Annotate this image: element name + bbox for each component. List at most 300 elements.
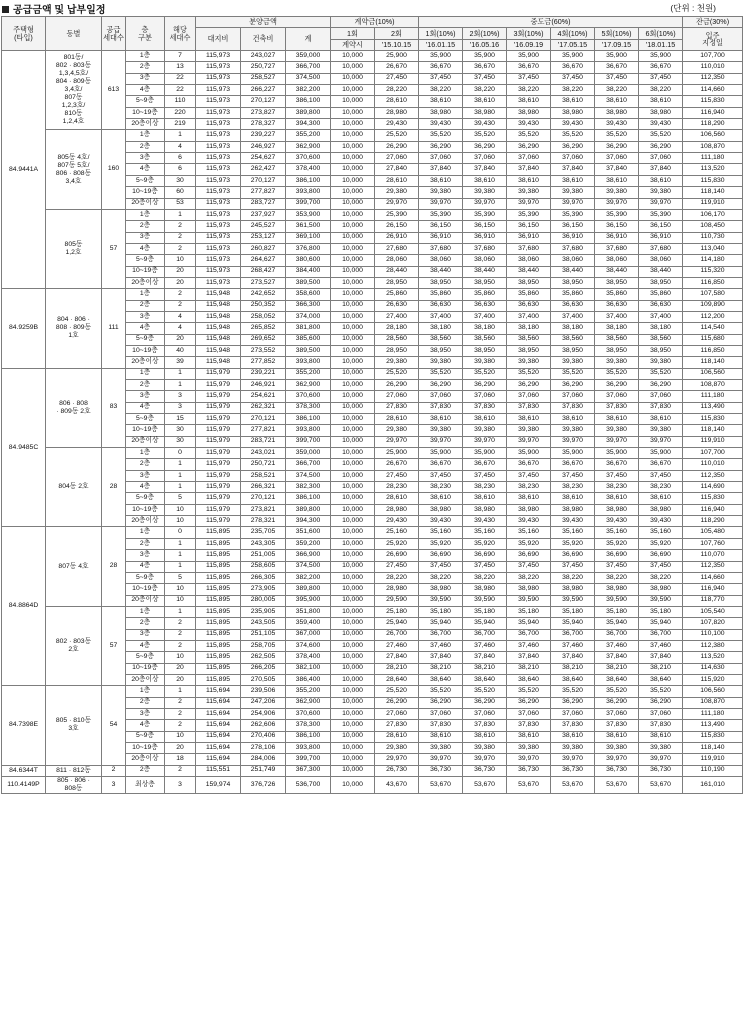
deposit2-cell: 26,290	[375, 141, 419, 152]
mid3-cell: 36,690	[507, 550, 551, 561]
total-price-cell: 370,600	[286, 391, 331, 402]
mid4-cell: 35,900	[551, 448, 595, 459]
mid6-cell: 36,700	[639, 629, 683, 640]
applicable-units-cell: 2	[165, 629, 196, 640]
mid4-cell: 38,230	[551, 482, 595, 493]
applicable-units-cell: 10	[165, 255, 196, 266]
mid4-cell: 39,380	[551, 425, 595, 436]
mid4-cell: 35,900	[551, 51, 595, 62]
mid3-cell: 35,520	[507, 686, 551, 697]
table-row	[2, 368, 743, 379]
total-price-cell: 394,300	[286, 516, 331, 527]
mid3-cell: 38,230	[507, 482, 551, 493]
land-price-cell: 115,973	[196, 198, 241, 209]
mid5-cell: 36,730	[595, 765, 639, 776]
total-price-cell: 389,500	[286, 277, 331, 288]
building-price-cell: 258,605	[241, 561, 286, 572]
supply-units-cell: 111	[102, 289, 126, 368]
applicable-units-cell: 2	[165, 697, 196, 708]
total-price-cell: 374,000	[286, 311, 331, 322]
deposit2-cell: 25,520	[375, 130, 419, 141]
mid6-cell: 38,230	[639, 482, 683, 493]
mid4-cell: 38,980	[551, 107, 595, 118]
deposit2-cell: 28,220	[375, 85, 419, 96]
floor-cell: 2층	[126, 380, 165, 391]
mid6-cell: 38,180	[639, 323, 683, 334]
mid4-cell: 35,520	[551, 686, 595, 697]
mid5-cell: 35,520	[595, 130, 639, 141]
mid5-cell: 38,440	[595, 266, 639, 277]
mid5-cell: 35,390	[595, 209, 639, 220]
mid4-cell: 35,180	[551, 606, 595, 617]
mid4-cell: 38,210	[551, 663, 595, 674]
mid1-cell: 37,460	[419, 640, 463, 651]
balance-cell: 118,140	[683, 357, 743, 368]
land-price-cell: 115,895	[196, 618, 241, 629]
floor-cell: 4층	[126, 323, 165, 334]
deposit1-cell: 10,000	[331, 51, 375, 62]
mid4-cell: 39,380	[551, 357, 595, 368]
header-land: 대지비	[196, 28, 241, 51]
applicable-units-cell: 220	[165, 107, 196, 118]
supply-units-cell: 57	[102, 606, 126, 685]
balance-cell: 118,770	[683, 595, 743, 606]
balance-cell: 113,490	[683, 720, 743, 731]
mid1-cell: 38,950	[419, 277, 463, 288]
total-price-cell: 393,800	[286, 743, 331, 754]
deposit1-cell: 10,000	[331, 595, 375, 606]
mid4-cell: 39,970	[551, 436, 595, 447]
table-row	[2, 289, 743, 300]
mid6-cell: 37,830	[639, 402, 683, 413]
deposit2-cell: 29,380	[375, 743, 419, 754]
balance-cell: 113,520	[683, 652, 743, 663]
deposit1-cell: 10,000	[331, 141, 375, 152]
mid2-cell: 38,980	[463, 107, 507, 118]
header-mid3: 3회(10%)	[507, 28, 551, 39]
mid4-cell: 38,180	[551, 323, 595, 334]
mid6-cell: 36,630	[639, 300, 683, 311]
balance-cell: 105,480	[683, 527, 743, 538]
dong-cell: 811 · 812동	[46, 765, 102, 776]
land-price-cell: 115,979	[196, 482, 241, 493]
mid3-cell: 38,610	[507, 96, 551, 107]
mid1-cell: 36,690	[419, 550, 463, 561]
mid1-cell: 39,970	[419, 754, 463, 765]
mid2-cell: 39,970	[463, 198, 507, 209]
type-cell: 84.8864D	[2, 527, 46, 686]
mid2-cell: 39,380	[463, 743, 507, 754]
total-price-cell: 358,600	[286, 289, 331, 300]
mid3-cell: 37,680	[507, 243, 551, 254]
building-price-cell: 246,927	[241, 141, 286, 152]
deposit2-cell: 43,670	[375, 777, 419, 794]
mid5-cell: 37,060	[595, 153, 639, 164]
type-cell: 84.9441A	[2, 51, 46, 289]
mid6-cell: 35,520	[639, 130, 683, 141]
mid2-cell: 37,830	[463, 720, 507, 731]
balance-cell: 107,580	[683, 289, 743, 300]
section-title-text: 공급금액 및 납부일정	[13, 5, 106, 16]
mid4-cell: 37,450	[551, 561, 595, 572]
building-price-cell: 250,721	[241, 459, 286, 470]
building-price-cell: 270,127	[241, 175, 286, 186]
mid4-cell: 39,430	[551, 119, 595, 130]
square-bullet-icon	[2, 6, 9, 13]
mid6-cell: 37,400	[639, 311, 683, 322]
mid3-cell: 37,060	[507, 153, 551, 164]
floor-cell: 4층	[126, 243, 165, 254]
mid3-cell: 36,730	[507, 765, 551, 776]
mid1-cell: 38,980	[419, 504, 463, 515]
land-price-cell: 115,895	[196, 652, 241, 663]
header-mid1: 1회(10%)	[419, 28, 463, 39]
mid2-cell: 37,840	[463, 652, 507, 663]
type-cell: 84.7398E	[2, 686, 46, 765]
mid3-cell: 37,840	[507, 164, 551, 175]
mid5-cell: 37,060	[595, 708, 639, 719]
deposit1-cell: 10,000	[331, 345, 375, 356]
building-price-cell: 262,505	[241, 652, 286, 663]
building-price-cell: 277,852	[241, 357, 286, 368]
deposit2-cell: 28,180	[375, 323, 419, 334]
building-price-cell: 270,505	[241, 674, 286, 685]
header-mid2: 2회(10%)	[463, 28, 507, 39]
floor-cell: 3층	[126, 311, 165, 322]
mid4-cell: 35,520	[551, 130, 595, 141]
land-price-cell: 115,895	[196, 538, 241, 549]
supply-units-cell: 54	[102, 686, 126, 765]
deposit1-cell: 10,000	[331, 289, 375, 300]
total-price-cell: 374,500	[286, 73, 331, 84]
balance-cell: 112,350	[683, 470, 743, 481]
mid2-cell: 39,970	[463, 754, 507, 765]
mid3-cell: 37,840	[507, 652, 551, 663]
mid5-cell: 38,060	[595, 255, 639, 266]
deposit1-cell: 10,000	[331, 436, 375, 447]
deposit2-cell: 29,970	[375, 754, 419, 765]
mid4-cell: 37,840	[551, 164, 595, 175]
deposit2-cell: 27,460	[375, 640, 419, 651]
applicable-units-cell: 2	[165, 765, 196, 776]
mid2-cell: 38,230	[463, 482, 507, 493]
mid1-cell: 38,610	[419, 175, 463, 186]
deposit1-cell: 10,000	[331, 561, 375, 572]
land-price-cell: 115,895	[196, 674, 241, 685]
mid4-cell: 36,290	[551, 697, 595, 708]
mid4-cell: 37,060	[551, 708, 595, 719]
balance-cell: 118,140	[683, 187, 743, 198]
building-price-cell: 243,027	[241, 51, 286, 62]
total-price-cell: 367,000	[286, 629, 331, 640]
building-price-cell: 266,205	[241, 663, 286, 674]
mid4-cell: 37,400	[551, 311, 595, 322]
applicable-units-cell: 6	[165, 153, 196, 164]
mid5-cell: 39,970	[595, 754, 639, 765]
balance-cell: 116,850	[683, 345, 743, 356]
deposit1-cell: 10,000	[331, 459, 375, 470]
floor-cell: 1층	[126, 368, 165, 379]
mid2-cell: 35,860	[463, 289, 507, 300]
deposit1-cell: 10,000	[331, 187, 375, 198]
price-schedule-table	[1, 16, 743, 794]
deposit1-cell: 10,000	[331, 538, 375, 549]
building-price-cell: 254,906	[241, 708, 286, 719]
deposit2-cell: 28,220	[375, 572, 419, 583]
mid3-cell: 53,670	[507, 777, 551, 794]
applicable-units-cell: 22	[165, 73, 196, 84]
deposit1-cell: 10,000	[331, 73, 375, 84]
mid6-cell: 36,730	[639, 765, 683, 776]
mid5-cell: 38,180	[595, 323, 639, 334]
header-dep2-date: '15.10.15	[375, 39, 419, 50]
applicable-units-cell: 1	[165, 130, 196, 141]
building-price-cell: 253,127	[241, 232, 286, 243]
deposit1-cell: 10,000	[331, 62, 375, 73]
building-price-cell: 269,652	[241, 334, 286, 345]
total-price-cell: 366,700	[286, 459, 331, 470]
land-price-cell: 115,979	[196, 516, 241, 527]
applicable-units-cell: 4	[165, 323, 196, 334]
floor-cell: 1층	[126, 209, 165, 220]
applicable-units-cell: 1	[165, 550, 196, 561]
header-balance-date: 입주 지정일	[683, 28, 743, 51]
mid4-cell: 36,670	[551, 459, 595, 470]
building-price-cell: 245,527	[241, 221, 286, 232]
mid3-cell: 37,060	[507, 391, 551, 402]
land-price-cell: 115,895	[196, 629, 241, 640]
mid6-cell: 35,900	[639, 51, 683, 62]
deposit1-cell: 10,000	[331, 119, 375, 130]
total-price-cell: 386,100	[286, 175, 331, 186]
floor-cell: 4층	[126, 482, 165, 493]
floor-cell: 3층	[126, 550, 165, 561]
total-price-cell: 394,300	[286, 119, 331, 130]
land-price-cell: 115,895	[196, 640, 241, 651]
deposit2-cell: 27,450	[375, 73, 419, 84]
mid1-cell: 35,900	[419, 448, 463, 459]
mid2-cell: 36,730	[463, 765, 507, 776]
land-price-cell: 115,895	[196, 595, 241, 606]
building-price-cell: 280,005	[241, 595, 286, 606]
floor-cell: 2층	[126, 697, 165, 708]
mid6-cell: 37,680	[639, 243, 683, 254]
mid1-cell: 38,210	[419, 663, 463, 674]
mid2-cell: 35,520	[463, 130, 507, 141]
land-price-cell: 115,973	[196, 209, 241, 220]
balance-cell: 115,920	[683, 674, 743, 685]
type-cell: 84.6344T	[2, 765, 46, 776]
mid6-cell: 37,460	[639, 640, 683, 651]
total-price-cell: 369,100	[286, 232, 331, 243]
deposit1-cell: 10,000	[331, 527, 375, 538]
mid5-cell: 38,610	[595, 175, 639, 186]
mid1-cell: 36,150	[419, 221, 463, 232]
floor-cell: 1층	[126, 686, 165, 697]
mid5-cell: 38,610	[595, 96, 639, 107]
mid6-cell: 53,670	[639, 777, 683, 794]
table-row	[2, 527, 743, 538]
land-price-cell: 115,973	[196, 141, 241, 152]
total-price-cell: 536,700	[286, 777, 331, 794]
supply-units-cell: 28	[102, 527, 126, 606]
mid4-cell: 38,980	[551, 504, 595, 515]
total-price-cell: 382,200	[286, 85, 331, 96]
total-price-cell: 374,500	[286, 470, 331, 481]
mid2-cell: 39,590	[463, 595, 507, 606]
mid1-cell: 37,450	[419, 561, 463, 572]
balance-cell: 107,700	[683, 51, 743, 62]
land-price-cell: 115,948	[196, 334, 241, 345]
dong-cell: 804동 2호	[46, 448, 102, 527]
mid5-cell: 39,380	[595, 187, 639, 198]
mid5-cell: 37,830	[595, 720, 639, 731]
deposit1-cell: 10,000	[331, 277, 375, 288]
building-price-cell: 243,505	[241, 618, 286, 629]
balance-cell: 119,910	[683, 436, 743, 447]
land-price-cell: 115,895	[196, 572, 241, 583]
land-price-cell: 115,979	[196, 470, 241, 481]
building-price-cell: 251,749	[241, 765, 286, 776]
deposit2-cell: 29,430	[375, 119, 419, 130]
total-price-cell: 378,400	[286, 164, 331, 175]
mid2-cell: 38,440	[463, 266, 507, 277]
mid3-cell: 38,220	[507, 85, 551, 96]
balance-cell: 114,180	[683, 255, 743, 266]
balance-cell: 111,180	[683, 708, 743, 719]
type-cell: 84.9485C	[2, 368, 46, 527]
deposit2-cell: 25,920	[375, 538, 419, 549]
mid5-cell: 37,460	[595, 640, 639, 651]
deposit2-cell: 28,950	[375, 277, 419, 288]
total-price-cell: 359,000	[286, 51, 331, 62]
floor-cell: 5~9층	[126, 731, 165, 742]
applicable-units-cell: 15	[165, 414, 196, 425]
deposit2-cell: 28,610	[375, 493, 419, 504]
mid2-cell: 37,450	[463, 470, 507, 481]
deposit1-cell: 10,000	[331, 629, 375, 640]
deposit1-cell: 10,000	[331, 777, 375, 794]
mid3-cell: 36,910	[507, 232, 551, 243]
mid3-cell: 38,560	[507, 334, 551, 345]
mid2-cell: 38,220	[463, 572, 507, 583]
mid4-cell: 37,680	[551, 243, 595, 254]
deposit2-cell: 29,430	[375, 516, 419, 527]
balance-cell: 108,450	[683, 221, 743, 232]
mid5-cell: 38,640	[595, 674, 639, 685]
mid1-cell: 38,610	[419, 731, 463, 742]
deposit1-cell: 10,000	[331, 584, 375, 595]
mid3-cell: 37,450	[507, 561, 551, 572]
mid4-cell: 36,290	[551, 380, 595, 391]
deposit1-cell: 10,000	[331, 504, 375, 515]
land-price-cell: 115,948	[196, 323, 241, 334]
balance-cell: 110,010	[683, 459, 743, 470]
applicable-units-cell: 40	[165, 345, 196, 356]
building-price-cell: 277,821	[241, 425, 286, 436]
applicable-units-cell: 2	[165, 618, 196, 629]
mid6-cell: 36,290	[639, 141, 683, 152]
floor-cell: 1층	[126, 51, 165, 62]
deposit2-cell: 26,630	[375, 300, 419, 311]
deposit2-cell: 27,400	[375, 311, 419, 322]
applicable-units-cell: 2	[165, 640, 196, 651]
floor-cell: 20층이상	[126, 357, 165, 368]
mid2-cell: 37,450	[463, 73, 507, 84]
balance-cell: 110,190	[683, 765, 743, 776]
mid3-cell: 36,150	[507, 221, 551, 232]
mid4-cell: 36,150	[551, 221, 595, 232]
mid1-cell: 36,630	[419, 300, 463, 311]
mid1-cell: 35,920	[419, 538, 463, 549]
land-price-cell: 115,973	[196, 73, 241, 84]
mid3-cell: 39,430	[507, 516, 551, 527]
balance-cell: 161,010	[683, 777, 743, 794]
mid3-cell: 37,450	[507, 470, 551, 481]
mid1-cell: 36,290	[419, 380, 463, 391]
balance-cell: 112,350	[683, 73, 743, 84]
mid2-cell: 37,060	[463, 153, 507, 164]
mid3-cell: 38,980	[507, 504, 551, 515]
balance-cell: 116,850	[683, 277, 743, 288]
deposit1-cell: 10,000	[331, 618, 375, 629]
total-price-cell: 359,000	[286, 448, 331, 459]
applicable-units-cell: 22	[165, 85, 196, 96]
mid5-cell: 37,840	[595, 164, 639, 175]
applicable-units-cell: 4	[165, 141, 196, 152]
floor-cell: 1층	[126, 289, 165, 300]
mid4-cell: 38,980	[551, 584, 595, 595]
mid3-cell: 37,460	[507, 640, 551, 651]
applicable-units-cell: 1	[165, 380, 196, 391]
mid1-cell: 38,060	[419, 255, 463, 266]
deposit1-cell: 10,000	[331, 221, 375, 232]
mid1-cell: 36,910	[419, 232, 463, 243]
floor-cell: 1층	[126, 448, 165, 459]
building-price-cell: 251,105	[241, 629, 286, 640]
deposit1-cell: 10,000	[331, 402, 375, 413]
deposit2-cell: 26,730	[375, 765, 419, 776]
mid6-cell: 37,060	[639, 391, 683, 402]
deposit2-cell: 28,610	[375, 414, 419, 425]
mid5-cell: 35,900	[595, 448, 639, 459]
deposit1-cell: 10,000	[331, 606, 375, 617]
mid3-cell: 36,700	[507, 629, 551, 640]
table-row	[2, 51, 743, 62]
floor-cell: 10~19층	[126, 107, 165, 118]
balance-cell: 113,490	[683, 402, 743, 413]
mid1-cell: 36,670	[419, 62, 463, 73]
mid1-cell: 36,290	[419, 697, 463, 708]
total-price-cell: 366,900	[286, 550, 331, 561]
mid5-cell: 37,400	[595, 311, 639, 322]
mid2-cell: 53,670	[463, 777, 507, 794]
mid4-cell: 37,450	[551, 470, 595, 481]
building-price-cell: 284,006	[241, 754, 286, 765]
mid2-cell: 38,060	[463, 255, 507, 266]
supply-units-cell: 3	[102, 777, 126, 794]
mid3-cell: 37,400	[507, 311, 551, 322]
mid6-cell: 35,920	[639, 538, 683, 549]
deposit2-cell: 25,940	[375, 618, 419, 629]
floor-cell: 2층	[126, 62, 165, 73]
floor-cell: 20층이상	[126, 674, 165, 685]
dong-cell: 801동/ 802 · 803동 1,3,4,5호/ 804 · 809동 3,4호/ 807동 1,2,3호/ 810동 1,2,4호	[46, 51, 102, 130]
building-price-cell: 273,552	[241, 345, 286, 356]
mid4-cell: 37,450	[551, 73, 595, 84]
land-price-cell: 115,973	[196, 255, 241, 266]
balance-cell: 112,200	[683, 311, 743, 322]
